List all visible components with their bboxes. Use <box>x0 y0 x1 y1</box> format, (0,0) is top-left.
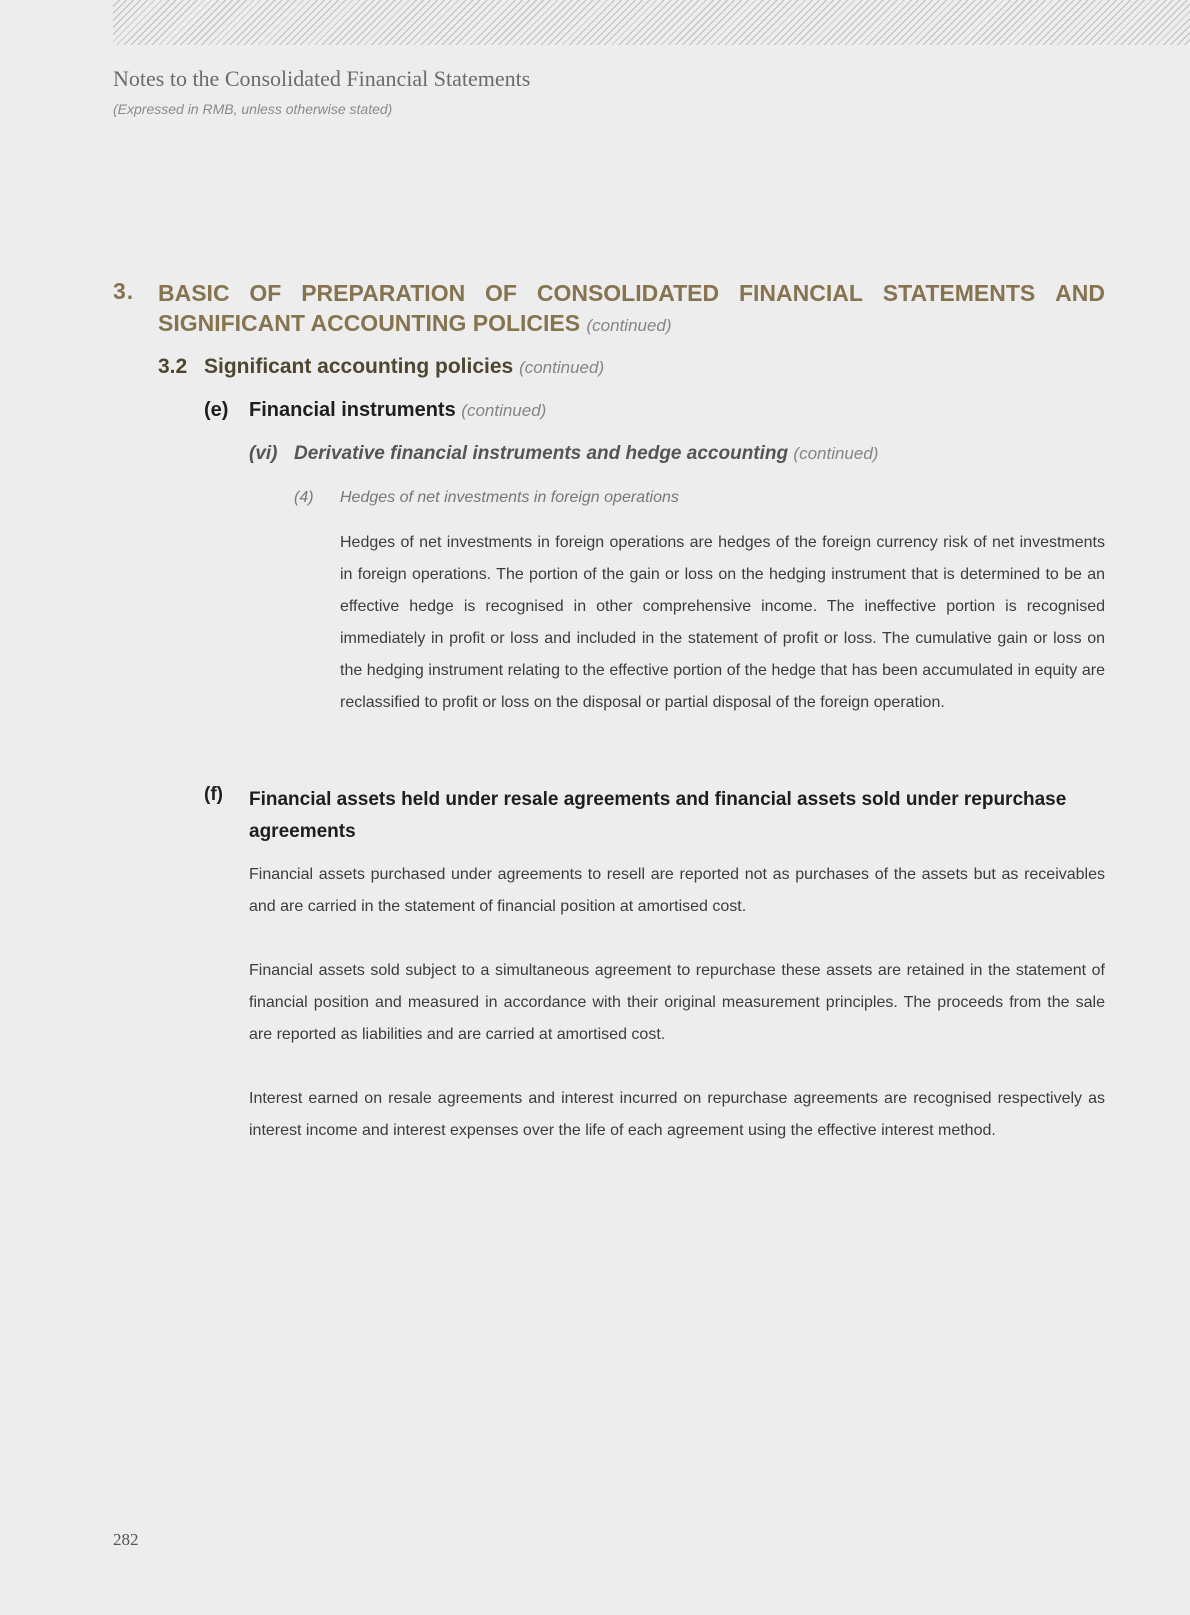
section-heading <box>158 278 1105 341</box>
section-number: 3. <box>113 278 135 304</box>
item-f-number: (f) <box>204 784 223 805</box>
item-e-title: Financial instruments <box>249 399 456 421</box>
continued-label: (continued) <box>519 358 605 377</box>
item-4-body: Hedges of net investments in foreign operations are hedges of the foreign currency risk of net investments in foreign operations. The portion of the gain or loss on the hedging instrument that is determined to be an effective hedge is recognised in other comprehensive income. The ineffective portion is recognised immediately in profit or loss and included in the statement of profit or loss. The cumulative gain or loss on the hedging instrument relating to the effective portion of the hedge that has been accumulated in equity are reclassified to profit or loss on the disposal or partial disposal of the foreign operation. <box>340 534 1105 711</box>
item-f-title: Financial assets held under resale agreements and financial assets sold under repurchase agreements <box>249 789 1067 842</box>
section-heading-line-2 <box>158 308 1105 341</box>
section-heading-word: STATEMENTS <box>882 280 1036 306</box>
item-f-paragraph: Financial assets sold subject to a simultaneous agreement to repurchase these assets are retained in the statement of financial position and measured in accordance with their original measurement principles. The proceeds from the sale are reported as liabilities and are carried at amortised cost. <box>249 962 1105 1043</box>
continued-label: (continued) <box>461 401 547 420</box>
subsection-number: 3.2 <box>158 355 188 378</box>
section-heading-line-1 <box>158 278 1105 308</box>
section-heading-word: OF <box>485 280 517 306</box>
continued-label: (continued) <box>586 316 672 335</box>
section-heading-word: PREPARATION <box>301 280 466 306</box>
section-heading-word: FINANCIAL <box>738 280 863 306</box>
item-e-number: (e) <box>204 399 229 421</box>
header-hatch-band <box>113 0 1190 45</box>
subsection-heading <box>204 355 604 379</box>
item-f-paragraph: Interest earned on resale agreements and interest incurred on repurchase agreements are recognised respectively as interest income and interest expenses over the life of each agreement using the effective interest method. <box>249 1090 1105 1139</box>
item-vi-heading <box>294 443 878 465</box>
item-f-paragraph: Financial assets purchased under agreements to resell are reported not as purchases of the assets but as receivables and are carried in the statement of financial position at amortised cost. <box>249 866 1105 915</box>
item-e-heading <box>249 399 546 422</box>
continued-label: (continued) <box>793 444 879 463</box>
running-title: Notes to the Consolidated Financial Statements <box>113 66 531 91</box>
subsection-title: Significant accounting policies <box>204 355 514 378</box>
page-number: 282 <box>113 1530 139 1549</box>
item-4-number: (4) <box>294 489 314 506</box>
section-heading-word: OF <box>249 280 282 306</box>
section-heading-word: AND <box>1055 280 1105 306</box>
section-heading-word: CONSOLIDATED <box>536 280 720 306</box>
item-vi-title: Derivative financial instruments and hedge accounting <box>294 443 789 464</box>
running-subtitle: (Expressed in RMB, unless otherwise stated) <box>113 101 393 117</box>
item-4-title: Hedges of net investments in foreign operations <box>340 489 679 506</box>
section-heading-word: BASIC <box>158 280 230 306</box>
section-heading-text: SIGNIFICANT ACCOUNTING POLICIES <box>158 310 581 336</box>
item-vi-number: (vi) <box>249 443 278 464</box>
